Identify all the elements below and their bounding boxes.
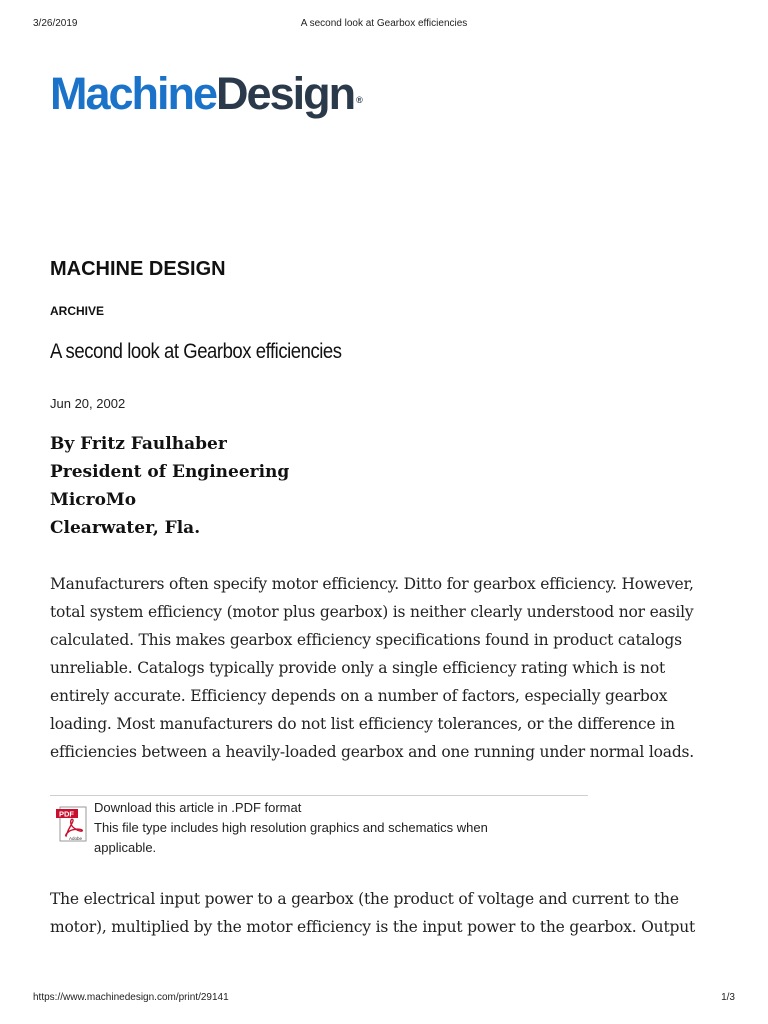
section-label[interactable]: ARCHIVE <box>50 304 105 318</box>
paragraph-line: loading. Most manufacturers do not list efficiency tolerances, or the difference in <box>50 715 675 733</box>
byline-title: President of Engineering <box>50 462 290 482</box>
logo-registered-mark: ® <box>356 95 363 105</box>
article-headline: A second look at Gearbox efficiencies <box>50 340 342 363</box>
pdf-download-link[interactable]: Download this article in .PDF format <box>94 800 302 815</box>
pdf-description-line: applicable. <box>94 840 157 855</box>
paragraph-line: calculated. This makes gearbox efficiency specifications found in product catalogs <box>50 631 682 649</box>
print-url: https://www.machinedesign.com/print/29141 <box>33 992 229 1003</box>
pdf-icon-adobe-label: Adobe <box>69 836 83 841</box>
page-number: 1/3 <box>721 992 735 1003</box>
pdf-description-line: This file type includes high resolution graphics and schematics when <box>94 820 488 835</box>
paragraph-line: entirely accurate. Efficiency depends on a number of factors, especially gearbox <box>50 687 668 705</box>
byline-location: Clearwater, Fla. <box>50 518 201 538</box>
pdf-download-box <box>50 795 588 858</box>
paragraph-line: unreliable. Catalogs typically provide only a single efficiency rating which is not <box>50 659 666 677</box>
pdf-file-icon[interactable] <box>56 806 88 842</box>
paragraph-line: The electrical input power to a gearbox (the product of voltage and current to the <box>50 890 679 908</box>
paragraph-line: efficiencies between a heavily-loaded gearbox and one running under normal loads. <box>50 743 695 761</box>
article-paragraph-1 <box>50 570 720 766</box>
print-header <box>0 18 768 32</box>
print-title: A second look at Gearbox efficiencies <box>300 18 468 29</box>
machine-design-logo[interactable] <box>50 64 363 124</box>
article-paragraph-2 <box>50 885 720 941</box>
publish-date: Jun 20, 2002 <box>50 396 126 411</box>
logo-text-machine: Machine <box>50 68 217 119</box>
paragraph-line: Manufacturers often specify motor efficiency. Ditto for gearbox efficiency. However, <box>50 575 694 593</box>
pdf-icon-label: PDF <box>59 809 74 819</box>
brand-heading: MACHINE DESIGN <box>50 258 226 280</box>
paragraph-line: total system efficiency (motor plus gearbox) is neither clearly understood nor easily <box>50 603 694 621</box>
byline <box>50 430 289 542</box>
logo-text-design: Design <box>216 68 355 119</box>
paragraph-line: motor), multiplied by the motor efficiency is the input power to the gearbox. Output <box>50 918 696 936</box>
byline-company: MicroMo <box>50 490 137 510</box>
print-footer <box>0 992 768 1006</box>
byline-author: By Fritz Faulhaber <box>50 434 227 454</box>
print-date: 3/26/2019 <box>33 18 78 29</box>
pdf-download-text <box>94 798 584 858</box>
